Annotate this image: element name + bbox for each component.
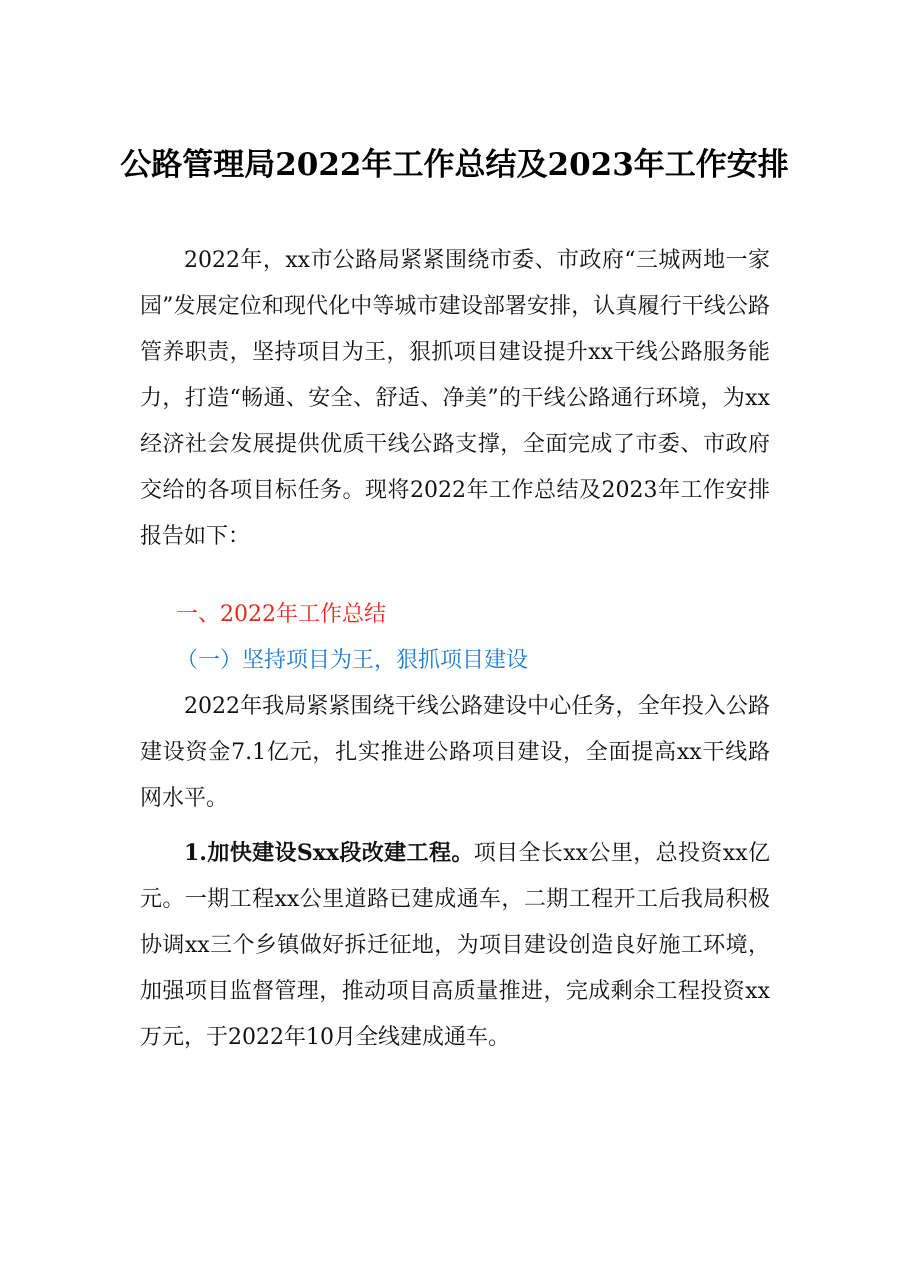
document-title: 公路管理局2022年工作总结及2023年工作安排	[120, 147, 789, 183]
intro-paragraph: 2022年，xx市公路局紧紧围绕市委、市政府“三城两地一家园”发展定位和现代化中等城市建设部署安排，认真履行干线公路管养职责，坚持项目为王，狠抓项目建设提升xx干线公路服务能力，打造“畅通、安全、舒适、净美”的干线公路通行环境，为xx经济社会发展提供优质干线公路支撑，全面完成了市委、市政府交给的各项目标任务。现将2022年工作总结及2023年工作安排报告如下：	[140, 248, 770, 549]
item-paragraph	[140, 830, 770, 1061]
item-body: 项目全长xx公里，总投资xx亿元。一期工程xx公里道路已建成通车，二期工程开工后我局积极协调xx三个乡镇做好拆迁征地，为项目建设创造良好施工环境，加强项目监督管理，推动项目高质量推进，完成剩余工程投资xx万元，于2022年10月全线建成通车。	[140, 841, 770, 1050]
item-lead: 1.加快建设Sxx段改建工程。	[184, 840, 474, 866]
subsection-heading: （一）坚持项目为王，狠抓项目建设	[176, 648, 529, 673]
section-heading: 一、2022年工作总结	[176, 602, 386, 627]
subsection-paragraph: 2022年我局紧紧围绕干线公路建设中心任务，全年投入公路建设资金7.1亿元，扎实推进公路项目建设，全面提高xx干线路网水平。	[140, 694, 770, 811]
